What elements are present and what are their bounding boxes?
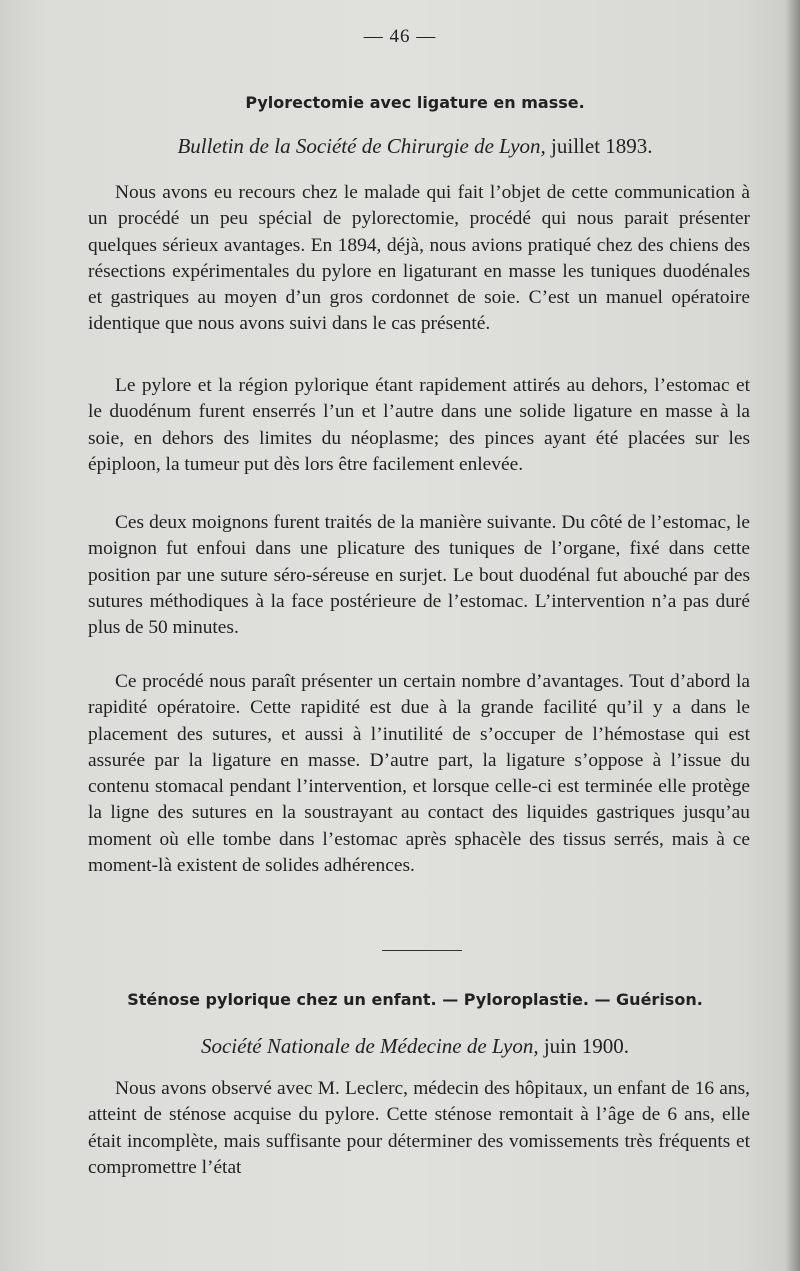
page-number: — 46 — [363, 26, 437, 47]
section-1-paragraph-1: Nous avons eu recours chez le malade qui fait l’objet de cette communication à un procédé un peu spécial de pylorectomie, procédé qui nous parait présenter quelques sérieux avantages. En 1894, déjà, nous avions pratiqué chez des chiens des résections expérimentales du pylore en ligaturant en masse les tuniques duodénales et gastriques au moyen d’un gros cordonnet de soie. C’est un manuel opératoire identique que nous avons suivi dans le cas présenté. [88, 182, 750, 335]
section-1-source-journal: Bulletin de la Société de Chirurgie de Lyon, [177, 134, 546, 158]
section-2-source [0, 1034, 800, 1059]
section-2-title: Sténose pylorique chez un enfant. — Pyloroplastie. — Guérison. [127, 990, 703, 1009]
section-1-paragraph-2: Le pylore et la région pylorique étant rapidement attirés au dehors, l’estomac et le duodénum furent enserrés l’un et l’autre dans une solide ligature en masse à la soie, en dehors des limites du néoplasme; des pinces ayant été placées sur les épiploon, la tumeur put dès lors être facilement enlevée. [88, 375, 750, 475]
section-1-paragraph-4: Ce procédé nous paraît présenter un certain nombre d’avantages. Tout d’abord la rapidité opératoire. Cette rapidité est due à la grande facilité qu’il y a dans le placement des sutures, et aussi à l’inutilité de s’occuper de l’hémostase qui est assurée par la ligature en masse. D’autre part, la ligature s’oppose à l’issue du contenu stomacal pendant l’intervention, et lorsque celle-ci est terminée elle protège la ligne des sutures en la soustrayant au contact des liquides gastriques jusqu’au moment où elle tombe dans l’estomac après sphacèle des tissus serrés, mais à ce moment-là existent de solides adhérences. [88, 671, 750, 877]
section-1-paragraph-3: Ces deux moignons furent traités de la manière suivante. Du côté de l’estomac, le moignon fut enfoui dans une plicature des tuniques de l’organe, fixé dans cette position par une suture séro-séreuse en surjet. Le bout duodénal fut abouché par des sutures méthodiques à la face postérieure de l’estomac. L’intervention n’a pas duré plus de 50 minutes. [88, 512, 750, 639]
section-1-title: Pylorectomie avec ligature en masse. [245, 93, 585, 112]
section-2-source-date: juin 1900. [543, 1034, 629, 1058]
section-1-source-date: juillet 1893. [551, 134, 653, 158]
page-edge-shadow [786, 0, 800, 1271]
section-1-source [0, 134, 800, 159]
section-divider [382, 950, 462, 951]
section-2-paragraph-1: Nous avons observé avec M. Leclerc, médecin des hôpitaux, un enfant de 16 ans, atteint de sténose acquise du pylore. Cette sténose remontait à l’âge de 6 ans, elle était incomplète, mais suffisante pour déterminer des vomissements très fréquents et compromettre l’état [88, 1078, 750, 1178]
section-2-source-society: Société Nationale de Médecine de Lyon, [200, 1034, 539, 1058]
